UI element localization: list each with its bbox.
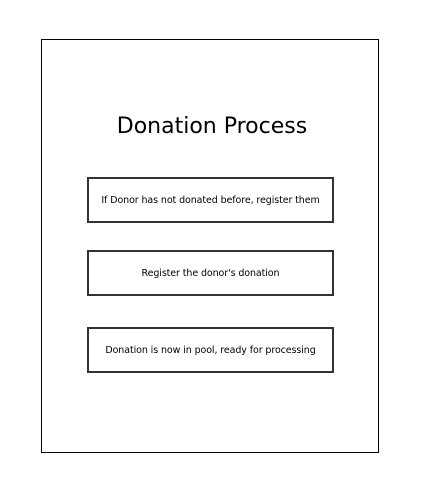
step-box-donation-pool	[87, 327, 334, 373]
step-label: Register the donor's donation	[141, 267, 280, 279]
step-label: Donation is now in pool, ready for processing	[105, 344, 316, 356]
diagram-title: Donation Process	[116, 114, 308, 139]
step-box-register-donation	[87, 250, 334, 296]
diagram-frame	[41, 39, 379, 453]
step-box-register-donor	[87, 177, 334, 223]
step-label: If Donor has not donated before, register them	[101, 194, 320, 206]
